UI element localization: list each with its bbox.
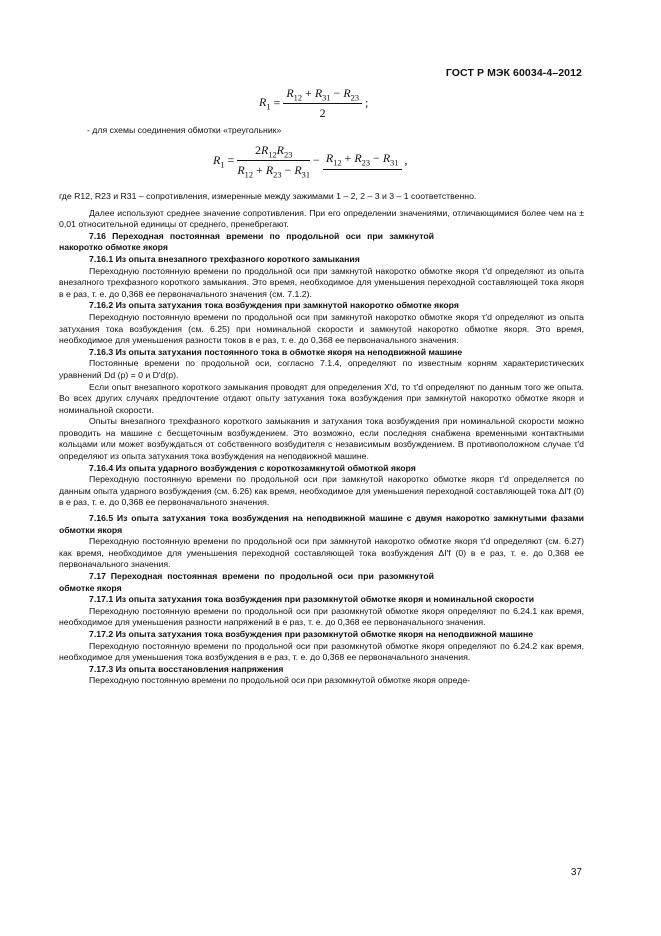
paragraph-7-17-3: Переходную постоянную времени по продольной оси при разомкнутой обмотке якоря опреде- bbox=[89, 675, 471, 686]
formula-tail: , bbox=[404, 153, 408, 168]
formula-numerator-2: $R_{12} + R_{23} - R_{31}$ bbox=[323, 151, 402, 169]
formula-denominator-2 bbox=[323, 170, 402, 172]
document-code: ГОСТ Р МЭК 60034-4–2012 bbox=[445, 67, 582, 79]
formula-lhs: $R_1$ bbox=[213, 153, 225, 170]
triangle-line bbox=[87, 125, 584, 137]
where-line: где R12, R23 и R31 – сопротивления, измеренные между зажимами 1 – 2, 2 – 3 и 3 – 1 соответственно. bbox=[59, 191, 477, 201]
heading-7-17-1: 7.17.1 Из опыта затухания тока возбуждения при разомкнутой обмотке якоря и номинальной скорости bbox=[89, 594, 535, 605]
heading-7-16-4: 7.16.4 Из опыта ударного возбуждения с короткозамкнутой обмоткой якоря bbox=[89, 462, 416, 473]
heading-7-17-2: 7.17.2 Из опыта затухания тока возбуждения при разомкнутой обмотке якоря на неподвижной машине bbox=[89, 628, 534, 639]
paragraph-7-16-5: Переходную постоянную времени по продольной оси при замкнутой накоротко обмотке якоря τ′d определяют (см. 6.27) как время, необходимое для уменьшения переходной составляющей тока возбуждения ΔI′f (0) в e раз, т. е. до 0,368 ее первоначального значения. bbox=[59, 536, 584, 570]
formula-fraction-1 bbox=[237, 143, 310, 180]
heading-7-16: 7.16 Переходная постоянная времени по продольной оси при замкнутой накоротко обмотке якоря bbox=[59, 230, 434, 253]
page-number: 37 bbox=[570, 867, 582, 878]
paragraph-7-16-4: Переходную постоянную времени по продольной оси при замкнутой накоротко обмотке якоря τ′d определяется по данным опыта ударного возбуждения (см. 6.26) как время, необходимое для уменьшения переходной составляющей тока ΔI′f (0) в e раз, т. е. до 0,368 ее первоначального значения. bbox=[59, 474, 584, 508]
paragraph-7-16-3b: Если опыт внезапного короткого замыкания проводят для определения X′d, то τ′d определяют по данным того же опыта. Во всех других случаях предпочтение отдают опыту затухания тока возбуждения при замкнутой накоротко обмотке якоря и номинальной скорости. bbox=[59, 381, 584, 415]
paragraph-7-16-3c: Опыты внезапного трехфазного короткого замыкания и затухания тока возбуждения при номинальной скорости можно проводить на машине с бесщеточным возбуждением. Это возможно, если последняя снабжена временными контактными кольцами или может возбуждаться от собственного возбудителя с независимым возбуждением. В противоположном случае τ′d определяют из опыта затухания тока возбуждения на неподвижной машине. bbox=[59, 416, 584, 462]
formula-lhs: $R_1$ bbox=[259, 95, 271, 112]
formula-fraction bbox=[283, 86, 362, 121]
formula-numerator-1: $2R_{12}R_{23}$ bbox=[237, 143, 310, 161]
heading-7-16-2: 7.16.2 Из опыта затухания тока возбуждения при замкнутой накоротко обмотке якоря bbox=[89, 300, 459, 311]
paragraph-7-16-1: Переходную постоянную времени по продольной оси при замкнутой накоротко обмотке якоря τ′d определяют из опыта внезапного трехфазного короткого замыкания. Это время, необходимое для уменьшения переходной составляющей тока якоря в e раз, т. е. до 0,368 ее первоначального значения (см. 7.1.2). bbox=[59, 265, 584, 299]
formula-denominator-1: $R_{12} + R_{23} - R_{31}$ bbox=[237, 163, 311, 180]
paragraph-7-16-3a: Постоянные времени по продольной оси, согласно 7.1.4, определяют по известным корням характеристических уравнений Dd (p) = 0 и D′d(p). bbox=[59, 358, 584, 380]
formula-fraction-2 bbox=[323, 151, 402, 171]
formula-minus: − bbox=[313, 153, 320, 168]
triangle-text: - для схемы соединения обмотки «треугольник» bbox=[87, 125, 282, 135]
formula-numerator: $R_{12} + R_{31} - R_{23}$ bbox=[283, 86, 362, 104]
formula-eq: = bbox=[273, 95, 281, 110]
formula-star bbox=[259, 86, 368, 121]
heading-7-16-1: 7.16.1 Из опыта внезапного трехфазного короткого замыкания bbox=[89, 253, 360, 264]
formula-denominator: 2 bbox=[319, 106, 326, 121]
heading-7-17-3: 7.17.3 Из опыта восстановления напряжения bbox=[89, 663, 284, 674]
paragraph-7-17-2: Переходную постоянную времени по продольной оси при разомкнутой обмотке якоря определяют по 6.24.2 как время, необходимое для уменьшения тока возбуждения в e раз, т. е. до 0,368 ее первоначального значения. bbox=[59, 640, 584, 663]
body-text bbox=[59, 191, 584, 687]
heading-7-16-3: 7.16.3 Из опыта затухания постоянного тока в обмотке якоря на неподвижной машине bbox=[89, 346, 463, 357]
formula-triangle bbox=[213, 143, 408, 180]
heading-7-16-5: 7.16.5 Из опыта затухания тока возбуждения на неподвижной машине с двумя накоротко замкнутыми фазами обмотки якоря bbox=[59, 513, 584, 535]
formula-tail: ; bbox=[365, 95, 369, 110]
formula-eq: = bbox=[227, 153, 235, 168]
paragraph-mean: Далее используют среднее значение сопротивления. При его определении значениями, отличающимися более чем на ± 0,01 относительной единицы от среднего, пренебрегают. bbox=[59, 207, 584, 230]
heading-7-17: 7.17 Переходная постоянная времени по продольной оси при разомкнутой обмотке якоря bbox=[59, 571, 434, 593]
paragraph-7-16-2: Переходную постоянную времени по продольной оси при замкнутой накоротко обмотке якоря τ′d определяют из опыта затухания тока возбуждения (см. 6.25) при номинальной скорости и замкнутой накоротко обмотке якоря. Это время, необходимое для уменьшения разности токов в e раз, т. е. до 0,368 ее первоначального значения. bbox=[59, 311, 584, 346]
paragraph-7-17-1: Переходную постоянную времени по продольной оси при разомкнутой обмотке якоря определяют по 6.24.1 как время, необходимое для уменьшения разности напряжений в e раз, т. е. до 0,368 ее первоначального значения. bbox=[59, 605, 584, 628]
